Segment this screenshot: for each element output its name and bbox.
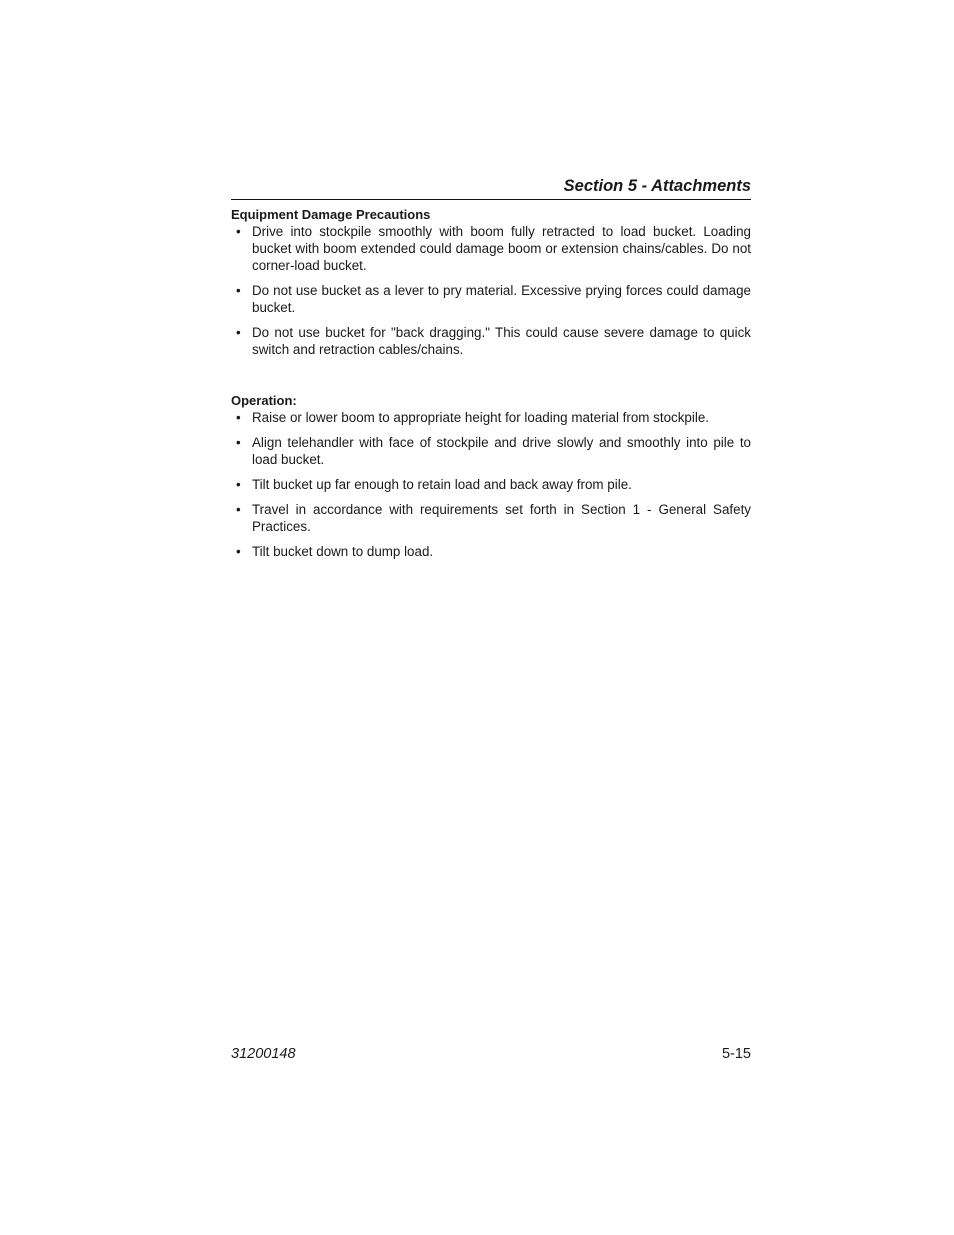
bullet-icon: •	[236, 410, 241, 425]
list-item: • Tilt bucket up far enough to retain load and back away from pile.	[236, 477, 632, 492]
bullet-icon: •	[236, 325, 241, 340]
bullet-icon: •	[236, 502, 241, 517]
list-item: • Tilt bucket down to dump load.	[236, 544, 434, 559]
page-content	[231, 204, 751, 560]
operation-heading: Operation:	[231, 393, 297, 408]
list-item: • Align telehandler with face of stockpile and drive slowly and smoothly into pile to load bucket.	[236, 435, 751, 467]
list-item: • Travel in accordance with requirements set forth in Section 1 - General Safety Practices.	[236, 502, 751, 534]
list-item: • Do not use bucket for "back dragging." This could cause severe damage to quick switch and retraction cables/chains.	[236, 325, 751, 357]
bullet-icon: •	[236, 283, 241, 298]
list-item: • Drive into stockpile smoothly with boom fully retracted to load bucket. Loading bucket with boom extended could damage boom or extension chains/cables. Do not corner-load bucket.	[236, 224, 751, 273]
document-number: 31200148	[231, 1046, 296, 1062]
precautions-heading: Equipment Damage Precautions	[231, 207, 431, 222]
manual-page	[231, 0, 751, 1235]
precautions-list	[231, 223, 751, 358]
list-item: • Do not use bucket as a lever to pry material. Excessive prying forces could damage bucket.	[236, 283, 751, 315]
bullet-icon: •	[236, 544, 241, 559]
list-item: • Raise or lower boom to appropriate height for loading material from stockpile.	[236, 410, 709, 425]
section-header: Section 5 - Attachments	[231, 176, 751, 200]
bullet-icon: •	[236, 224, 241, 239]
bullet-icon: •	[236, 477, 241, 492]
page-number: 5-15	[721, 1046, 751, 1062]
operation-list	[231, 409, 751, 560]
bullet-icon: •	[236, 435, 241, 450]
